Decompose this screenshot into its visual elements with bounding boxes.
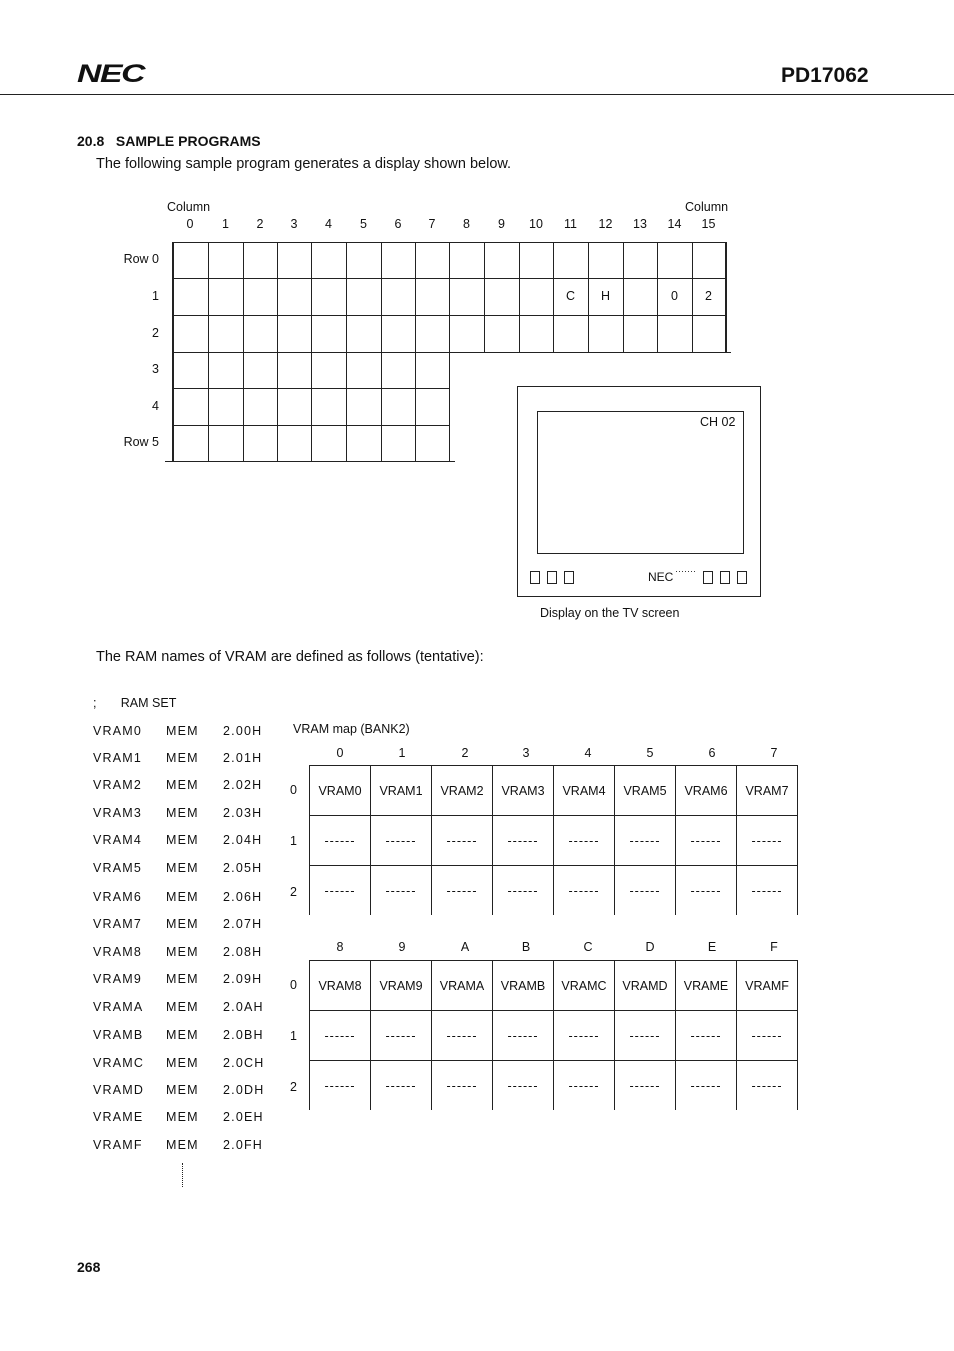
ram-name: VRAM9 (93, 972, 143, 986)
map-row-label: 2 (290, 1080, 297, 1094)
ram-directive: MEM (166, 778, 199, 792)
ram-address: 2.08H (223, 945, 263, 959)
vram-empty-cell: ------ (371, 1011, 432, 1061)
map-column-header: F (770, 940, 778, 954)
vram-cell: VRAM9 (371, 961, 432, 1011)
vram-empty-cell: ------ (615, 1011, 676, 1061)
vram-empty-cell: ------ (432, 1061, 493, 1111)
ram-name: VRAM1 (93, 751, 143, 765)
vram-cell: VRAM6 (676, 766, 737, 816)
row-label: 4 (152, 398, 159, 413)
ram-address: 2.04H (223, 833, 263, 847)
map-column-header: 6 (708, 746, 716, 760)
tv-button-icon (530, 571, 540, 584)
vram-map-title: VRAM map (BANK2) (293, 722, 410, 736)
ram-name: VRAMC (93, 1056, 145, 1070)
ram-address: 2.0BH (223, 1028, 264, 1042)
grid-vline (623, 242, 624, 352)
grid-cell-char: 0 (671, 289, 678, 303)
vram-empty-cell: ------ (432, 866, 493, 916)
vram-empty-cell: ------ (554, 1061, 615, 1111)
map-column-header: B (521, 940, 531, 954)
page-number: 268 (77, 1259, 101, 1275)
ram-directive: MEM (166, 917, 199, 931)
ram-directive: MEM (166, 1000, 199, 1014)
row-label: Row 5 (123, 435, 159, 449)
tv-display-area (537, 411, 744, 554)
column-number: 0 (186, 217, 194, 231)
column-number: 6 (394, 217, 402, 231)
document-id: PD17062 (781, 64, 869, 87)
grid-vline (208, 242, 209, 461)
grid-vline (484, 242, 485, 352)
ram-address: 2.00H (223, 724, 263, 738)
map-column-header: 5 (646, 746, 654, 760)
grid-vline (449, 242, 450, 461)
map-column-header: 4 (584, 746, 592, 760)
vram-empty-cell: ------ (310, 866, 371, 916)
ram-name: VRAM5 (93, 861, 143, 875)
map-row (310, 766, 798, 816)
ram-name: VRAM8 (93, 945, 143, 959)
vram-empty-cell: ------ (493, 866, 554, 916)
vram-cell: VRAM5 (615, 766, 676, 816)
map-column-header: 9 (398, 940, 406, 954)
map-column-header: D (645, 940, 655, 954)
column-label-left: Column (167, 200, 211, 214)
row-label: Row 0 (123, 252, 159, 266)
vram-cell: VRAMC (554, 961, 615, 1011)
vram-empty-cell: ------ (371, 866, 432, 916)
ram-name: VRAMA (93, 1000, 144, 1014)
column-number: 5 (360, 217, 367, 231)
section-title: 20.8 SAMPLE PROGRAMS (77, 133, 261, 149)
map-column-header: 2 (461, 746, 469, 760)
ram-set-comment: ; RAM SET (93, 696, 177, 710)
map-row (310, 866, 798, 916)
vram-empty-cell: ------ (371, 816, 432, 866)
vram-cell: VRAM1 (371, 766, 432, 816)
vram-empty-cell: ------ (432, 1011, 493, 1061)
tv-button-icon (720, 571, 730, 584)
column-number: 2 (256, 217, 264, 231)
tv-channel-text: CH 02 (700, 415, 736, 429)
map-column-header: E (707, 940, 717, 954)
ram-directive: MEM (166, 751, 199, 765)
tv-button-icon (703, 571, 713, 584)
column-number: 14 (667, 217, 682, 231)
ram-name: VRAM3 (93, 806, 143, 820)
vram-cell: VRAMA (432, 961, 493, 1011)
vram-cell: VRAM3 (493, 766, 554, 816)
column-number: 10 (529, 217, 543, 231)
vram-cell: VRAMB (493, 961, 554, 1011)
vram-empty-cell: ------ (615, 1061, 676, 1111)
tv-brand-dots: ······· (675, 566, 696, 576)
ram-name: VRAMD (93, 1083, 145, 1097)
vram-cell: VRAM7 (737, 766, 798, 816)
map-row (310, 1061, 798, 1111)
column-number: 12 (598, 217, 613, 231)
continuation-dots (182, 1163, 183, 1187)
ram-name: VRAM7 (93, 917, 143, 931)
map-column-header: 8 (336, 940, 344, 954)
ram-address: 2.0EH (223, 1110, 264, 1124)
map-row-label: 0 (290, 978, 297, 992)
ram-name: VRAM0 (93, 724, 143, 738)
map-column-header: A (460, 940, 470, 954)
ram-directive: MEM (166, 833, 199, 847)
ram-name: VRAMB (93, 1028, 144, 1042)
grid-hline (172, 352, 731, 353)
grid-vline (311, 242, 312, 461)
column-number: 4 (325, 217, 332, 231)
ram-directive: MEM (166, 806, 199, 820)
column-number: 3 (290, 217, 298, 231)
map-row-label: 1 (290, 834, 297, 848)
ram-address: 2.07H (223, 917, 263, 931)
map-column-header: C (583, 940, 593, 954)
grid-vline (415, 242, 416, 461)
vram-empty-cell: ------ (371, 1061, 432, 1111)
vram-empty-cell: ------ (676, 1061, 737, 1111)
column-label-right: Column (685, 200, 729, 214)
grid-vline (346, 242, 347, 461)
vram-empty-cell: ------ (615, 866, 676, 916)
column-number: 1 (222, 217, 229, 231)
map-column-header: 0 (336, 746, 344, 760)
column-number: 8 (463, 217, 470, 231)
ram-address: 2.0DH (223, 1083, 265, 1097)
vram-map-table-table1 (309, 765, 798, 915)
map-row-label: 0 (290, 783, 297, 797)
map-column-header: 7 (770, 746, 778, 760)
row-label: 1 (152, 288, 159, 303)
vram-empty-cell: ------ (737, 866, 798, 916)
ram-directive: MEM (166, 861, 199, 875)
vram-empty-cell: ------ (737, 1011, 798, 1061)
intro-text: The following sample program generates a display shown below. (96, 156, 512, 172)
ram-directive: MEM (166, 972, 199, 986)
ram-address: 2.01H (223, 751, 263, 765)
grid-cell-char: C (565, 289, 576, 303)
grid-vline (381, 242, 382, 461)
grid-vline (519, 242, 520, 352)
vram-empty-cell: ------ (737, 1061, 798, 1111)
ram-name: VRAM6 (93, 890, 143, 904)
ram-directive: MEM (166, 1138, 199, 1152)
vram-empty-cell: ------ (676, 1011, 737, 1061)
ram-intro-text: The RAM names of VRAM are defined as follows (tentative): (96, 649, 484, 665)
map-column-header: 3 (522, 746, 530, 760)
vram-empty-cell: ------ (737, 816, 798, 866)
vram-empty-cell: ------ (310, 816, 371, 866)
vram-cell: VRAMD (615, 961, 676, 1011)
ram-address: 2.0AH (223, 1000, 264, 1014)
map-row (310, 1011, 798, 1061)
vram-empty-cell: ------ (310, 1011, 371, 1061)
grid-vline (172, 242, 174, 461)
ram-address: 2.0FH (223, 1138, 264, 1152)
row-label: 2 (152, 325, 159, 340)
ram-address: 2.06H (223, 890, 263, 904)
ram-address: 2.02H (223, 778, 263, 792)
vram-empty-cell: ------ (676, 866, 737, 916)
map-column-header: 1 (398, 746, 406, 760)
column-number: 15 (701, 217, 716, 231)
vram-cell: VRAM4 (554, 766, 615, 816)
ram-address: 2.03H (223, 806, 263, 820)
ram-directive: MEM (166, 1083, 199, 1097)
vram-cell: VRAM2 (432, 766, 493, 816)
tv-caption: Display on the TV screen (540, 606, 680, 620)
vram-empty-cell: ------ (493, 1011, 554, 1061)
ram-name: VRAMF (93, 1138, 143, 1152)
tv-button-icon (737, 571, 747, 584)
ram-directive: MEM (166, 945, 199, 959)
column-number: 11 (564, 217, 577, 231)
map-row (310, 961, 798, 1011)
ram-directive: MEM (166, 1110, 199, 1124)
vram-empty-cell: ------ (554, 866, 615, 916)
ram-directive: MEM (166, 890, 199, 904)
column-number: 9 (498, 217, 505, 231)
vram-cell: VRAM8 (310, 961, 371, 1011)
map-row-label: 2 (290, 885, 297, 899)
grid-cell-char: 2 (705, 289, 712, 303)
vram-cell: VRAME (676, 961, 737, 1011)
ram-name: VRAME (93, 1110, 144, 1124)
grid-hline (165, 461, 455, 462)
ram-address: 2.09H (223, 972, 263, 986)
vram-cell: VRAMF (737, 961, 798, 1011)
ram-address: 2.05H (223, 861, 263, 875)
vram-empty-cell: ------ (493, 1061, 554, 1111)
vram-empty-cell: ------ (310, 1061, 371, 1111)
header-rule (0, 94, 954, 95)
row-label: 3 (152, 362, 159, 376)
vram-empty-cell: ------ (676, 816, 737, 866)
map-row-label: 1 (290, 1029, 297, 1043)
vram-cell: VRAM0 (310, 766, 371, 816)
ram-name: VRAM4 (93, 833, 143, 847)
column-number: 13 (633, 217, 647, 231)
vram-empty-cell: ------ (493, 816, 554, 866)
vram-empty-cell: ------ (554, 1011, 615, 1061)
ram-directive: MEM (166, 1056, 199, 1070)
grid-vline (277, 242, 278, 461)
vram-empty-cell: ------ (615, 816, 676, 866)
tv-brand: NEC (648, 570, 674, 584)
nec-logo: NEC (77, 60, 145, 88)
tv-button-icon (547, 571, 557, 584)
ram-directive: MEM (166, 1028, 199, 1042)
ram-address: 2.0CH (223, 1056, 265, 1070)
ram-directive: MEM (166, 724, 199, 738)
tv-button-icon (564, 571, 574, 584)
vram-map-table-table2 (309, 960, 798, 1110)
vram-empty-cell: ------ (432, 816, 493, 866)
ram-name: VRAM2 (93, 778, 143, 792)
column-number: 7 (428, 217, 436, 231)
grid-vline (243, 242, 244, 461)
map-row (310, 816, 798, 866)
vram-empty-cell: ------ (554, 816, 615, 866)
grid-cell-char: H (600, 289, 611, 303)
